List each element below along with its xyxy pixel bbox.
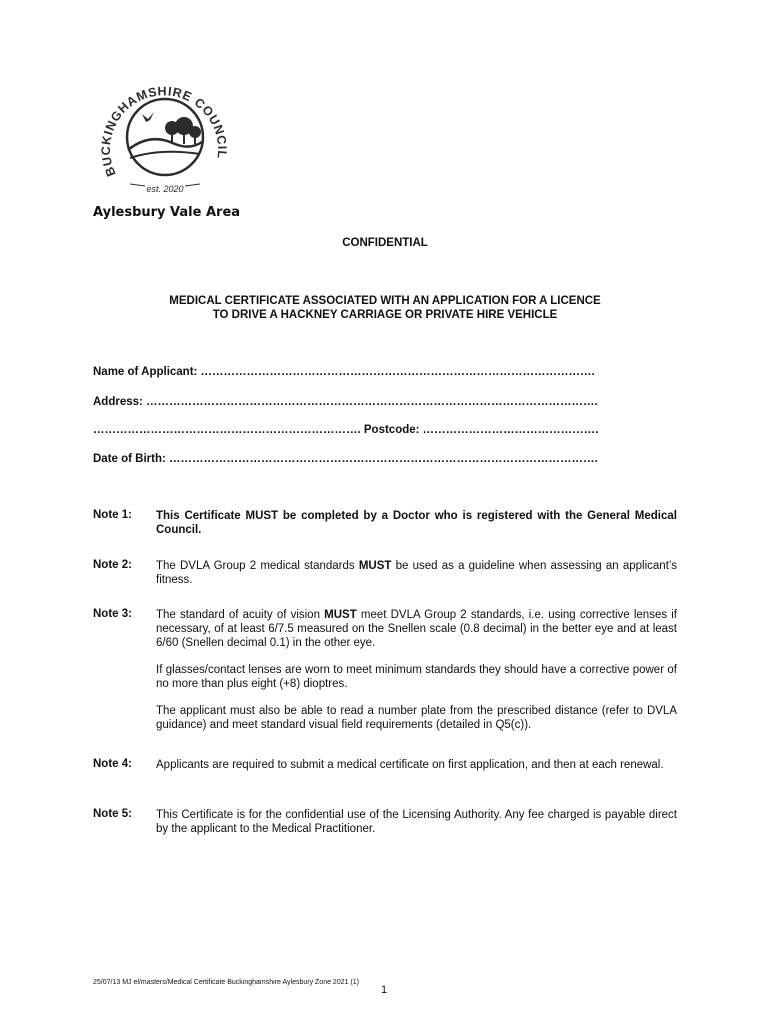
- logo-arc-text: BUCKINGHAMSHIRE COUNCIL: [98, 84, 230, 179]
- logo-bird: [142, 112, 154, 122]
- document-title: [0, 294, 770, 322]
- note-3-para-2: If glasses/contact lenses are worn to meet minimum standards they should have a corrective power of no more than plus eight (+8) dioptres.: [156, 664, 677, 690]
- note-3-label: Note 3:: [93, 608, 132, 620]
- confidential-label: CONFIDENTIAL: [342, 237, 428, 249]
- note-1-text: This Certificate MUST be completed by a Doctor who is registered with the General Medical Council.: [156, 510, 677, 536]
- council-logo: [90, 62, 240, 212]
- note-1-label: Note 1:: [93, 509, 132, 521]
- note-5-label: Note 5:: [93, 808, 132, 820]
- logo-tree: [189, 126, 201, 138]
- address-field[interactable]: Address: ……………………………………………………………………………………………………….: [93, 396, 598, 408]
- area-heading: Aylesbury Vale Area: [93, 205, 241, 220]
- date-of-birth-field[interactable]: Date of Birth: ………………………………………………………………………………………………….: [93, 453, 598, 465]
- note-4-text: Applicants are required to submit a medical certificate on first application, and then at each renewal.: [156, 759, 664, 771]
- note-5-text: This Certificate is for the confidential use of the Licensing Authority. Any fee charged is payable direct by the applicant to the Medical Practitioner.: [156, 809, 677, 835]
- note-3-text: [156, 608, 677, 732]
- applicant-name-field[interactable]: Name of Applicant: ………………………………………………………………………………………….: [93, 366, 595, 378]
- note-3-para-1: The standard of acuity of vision MUST meet DVLA Group 2 standards, i.e. using corrective lenses if necessary, of at least 6/7.5 measured on the Snellen scale (0.8 decimal) in the better eye and at least 6/60 (Snellen decimal 0.1) in the other eye.: [156, 609, 677, 649]
- title-line-1: MEDICAL CERTIFICATE ASSOCIATED WITH AN APPLICATION FOR A LICENCE: [169, 295, 601, 307]
- note-4-label: Note 4:: [93, 758, 132, 770]
- logo-hill-lower: [130, 152, 200, 158]
- logo-est: est. 2020: [146, 184, 184, 194]
- note-2-text: The DVLA Group 2 medical standards MUST be used as a guideline when assessing an applicant’s fitness.: [156, 560, 677, 586]
- note-3-para-3: The applicant must also be able to read a number plate from the prescribed distance (refer to DVLA guidance) and meet standard visual field requirements (detailed in Q5(c)).: [156, 705, 677, 731]
- logo-circle: [127, 99, 203, 175]
- footer-path: 25/07/13 MJ el/masters/Medical Certificate Buckinghamshire Aylesbury Zone 2021 (1): [93, 979, 359, 986]
- address-postcode-field[interactable]: ……………………………………………………………. Postcode: ……………………………………….: [93, 424, 599, 436]
- page-number: 1: [381, 984, 388, 996]
- note-2-label: Note 2:: [93, 559, 132, 571]
- title-line-2: TO DRIVE A HACKNEY CARRIAGE OR PRIVATE HIRE VEHICLE: [212, 309, 558, 321]
- logo-hill: [128, 139, 202, 150]
